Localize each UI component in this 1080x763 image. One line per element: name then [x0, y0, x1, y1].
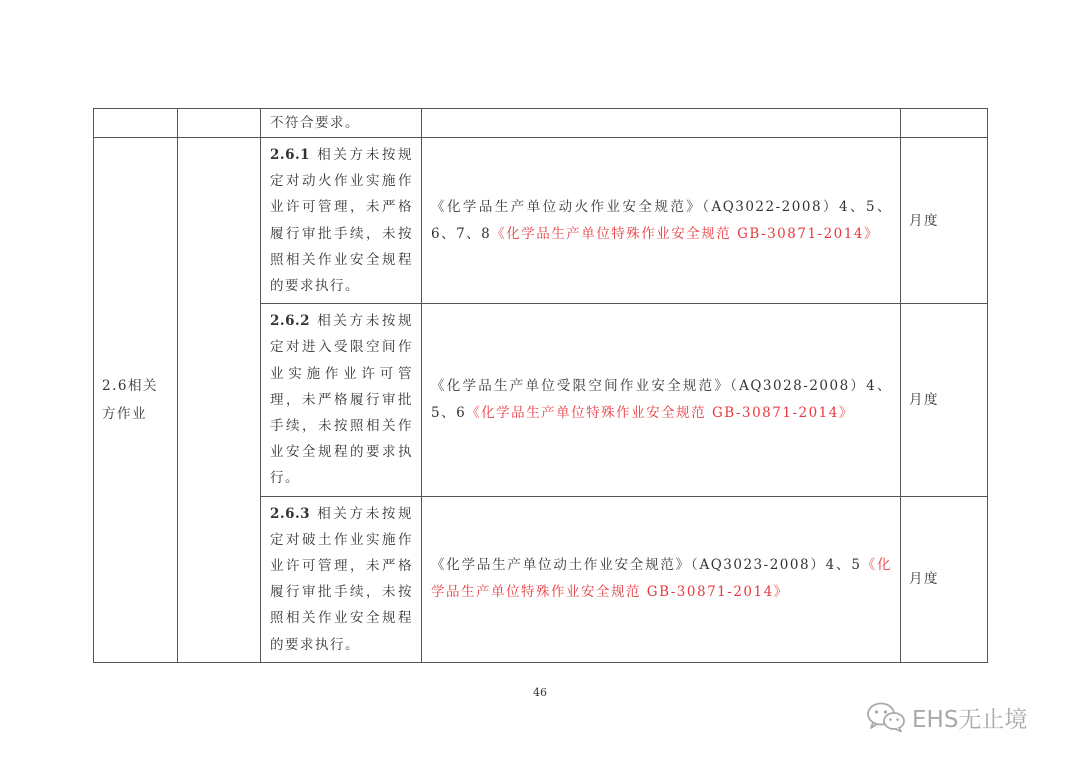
item-number: 2.6.2: [270, 313, 311, 330]
category-label: 2.6相关方作业: [102, 377, 158, 422]
standard-cell: [422, 109, 901, 138]
standard-text: 《化学品生产单位受限空间作业安全规范》（AQ3028-2008）4、5、6: [431, 377, 892, 421]
table-row: [94, 138, 988, 304]
standard-reference: [422, 194, 900, 248]
standard-cell: [422, 138, 901, 304]
watermark: [864, 700, 1027, 734]
standard-reference: [422, 373, 900, 427]
category-cell: [94, 138, 178, 663]
page-number: 46: [533, 686, 547, 699]
item-number: 2.6.1: [270, 147, 311, 163]
frequency-label: 月度: [909, 212, 939, 229]
standard-reference: [422, 552, 900, 606]
item-description: [261, 304, 421, 495]
frequency-label: 月度: [909, 571, 939, 588]
standard-highlight: 《化学品生产单位特殊作业安全规范 GB-30871-2014》: [466, 404, 854, 421]
frequency-cell: [901, 109, 988, 138]
standard-text: 《化学品生产单位动火作业安全规范》（AQ3022-2008）4、5、6、7、8: [431, 198, 892, 242]
item-text: 不符合要求。: [270, 115, 360, 131]
subcategory-cell: [178, 138, 261, 663]
item-cell: [261, 304, 422, 496]
item-description: [261, 138, 421, 303]
frequency-cell: [901, 138, 988, 304]
item-text: 相关方未按规定对进入受限空间作业实施作业许可管理，未严格履行审批手续，未按照相关作业安全规程的要求执行。: [270, 313, 413, 487]
wechat-icon: [864, 701, 908, 733]
standard-cell: [422, 496, 901, 662]
item-cell: [261, 138, 422, 304]
item-text: 相关方未按规定对破土作业实施作业许可管理，未严格履行审批手续，未按照相关作业安全规程的要求执行。: [270, 505, 413, 653]
item-number: 2.6.3: [270, 505, 311, 522]
regulation-table: [93, 108, 988, 663]
item-cell: [261, 496, 422, 662]
table-row: [94, 109, 988, 138]
item-text: 相关方未按规定对动火作业实施作业许可管理，未严格履行审批手续，未按照相关作业安全规程的要求执行。: [270, 147, 413, 295]
frequency-label: 月度: [909, 391, 939, 408]
standard-highlight: 《化学品生产单位特殊作业安全规范 GB-30871-2014》: [431, 557, 893, 601]
standard-highlight: 《化学品生产单位特殊作业安全规范 GB-30871-2014》: [491, 225, 879, 242]
standard-cell: [422, 304, 901, 496]
subcategory-cell: [178, 109, 261, 138]
frequency-cell: [901, 496, 988, 662]
frequency-cell: [901, 304, 988, 496]
standard-text: 《化学品生产单位动土作业安全规范》（AQ3023-2008）4、5: [431, 557, 862, 574]
item-cell: [261, 109, 422, 138]
item-description: [261, 497, 421, 662]
category-cell: [94, 109, 178, 138]
watermark-text: EHS无止境: [912, 706, 1028, 733]
